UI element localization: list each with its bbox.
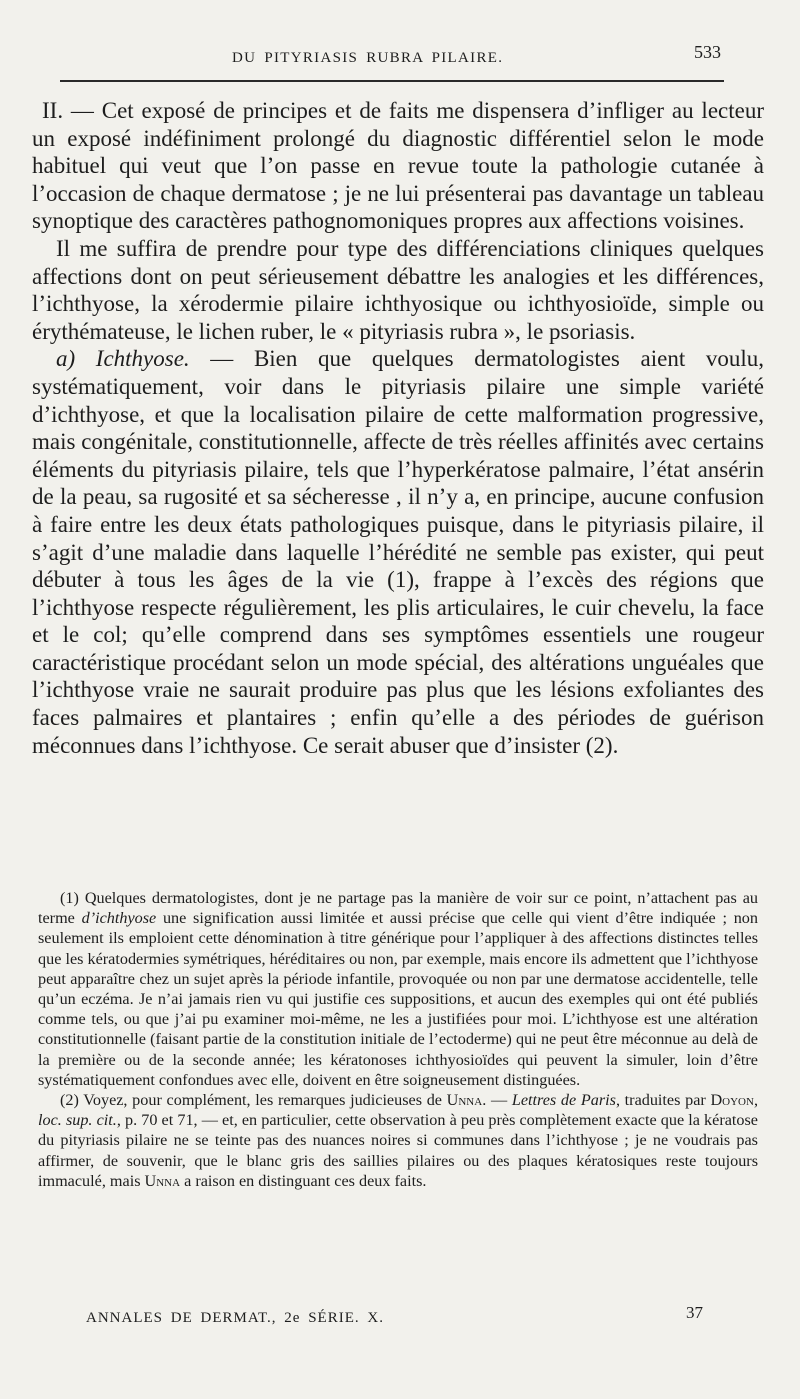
footnote-2-text-e: , p. 70 et 71, — et, en particulier, cette observation à peu près complètement exacte que la kératose du pityriasis pilaire ne se teinte pas des nuances noires si communes dans l’ichthyose ; je ne voudrais pas affirmer, de souvenir, que le blanc gris des saillies pilaires ou des plaques kératosiques reste toujours immaculé, mais [38,1111,758,1190]
section-label: a) Ichthyose. [56,346,190,372]
paragraph-3 [32,345,764,759]
author-name-unna: Unna [446,1091,483,1110]
main-text [32,97,764,759]
footnote-1-text-b: une signification aussi limitée et aussi précise que celle qui vient d’être indiquée ; non seulement ils emploient cette dénomination à titre générique pour l’appliquer à des affections distinctes telles que les kératodermies symétriques, héréditaires ou non, par exemple, mais encore ils admettent que l’ichthyose peut apparaître chez un sujet après la période infantile, provoquée ou non par une dermatose accidentelle, telle qu’un eczéma. Je n’ai jamais rien vu qui justifie ces suppositions, et aucun des exemples qui ont été publiés comme tels, ou que j’ai pu examiner moi-même, ne les a justifiées pour moi. L’ichthyose est une altération constitutionnelle (faisant partie de la constitution initiale de l’ectoderme) qui ne peut être méconnue au delà de la première ou de la seconde année; les kératonoses ichthyosioïdes qui peuvent la simuler, loin d’être systématiquement confondues avec elle, doivent en être soigneusement distinguées. [38,909,758,1089]
footnote-2-text-d: , [753,1091,758,1110]
translator-name-doyon: Doyon [710,1091,754,1110]
footnote-1-term: d’ichthyose [81,909,157,928]
footnote-2 [38,1090,758,1191]
footnote-2-text-f: a raison en distinguant ces deux faits. [180,1171,427,1190]
footnote-2-text-c: , traduites par [615,1091,711,1110]
paragraph-2: Il me suffira de prendre pour type des différenciations cliniques quelques affections dont on peut sérieusement débattre les analogies et les différences, l’ichthyose, la xérodermie pilaire ichthyosique ou ichthyosioïde, simple ou érythémateuse, le lichen ruber, le « pityriasis rubra », le psoriasis. [32,235,764,344]
footnotes [38,888,758,1191]
page-number: 533 [694,42,721,62]
journal-footer: ANNALES DE DERMAT., 2e SÉRIE. X. [86,1310,384,1326]
footnote-2-text-a: (2) Voyez, pour complément, les remarques judicieuses de [60,1091,447,1110]
footnote-1 [38,888,758,1090]
paragraph-1: II. — Cet exposé de principes et de faits me dispensera d’infliger au lecteur un exposé indéfiniment prolongé du diagnostic différentiel selon le mode habituel qui veut que l’on passe en revue toute la pathologie cutanée à l’occasion de chaque dermatose ; je ne lui présenterai pas davantage un tableau synoptique des caractères pathognomoniques propres aux affections voisines. [32,98,764,234]
running-title: DU PITYRIASIS RUBRA PILAIRE. [232,50,504,66]
footnote-1-text-a: (1) Quelques dermatologistes, dont je ne partage pas la manière de voir sur ce point, n’attachent pas au terme [38,889,758,928]
header-rule [60,80,724,82]
cited-reference: loc. sup. cit. [38,1111,117,1130]
author-name-unna-2: Unna [144,1171,181,1190]
footnote-2-text-b: . — [482,1091,512,1110]
paragraph-3-text: — Bien que quelques dermatologistes aient voulu, systématiquement, voir dans le pityriasis pilaire une simple variété d’ichthyose, et que la localisation pilaire de cette malformation progressive, mais congénitale, constitutionnelle, affecte de très réelles affinités avec certains éléments du pityriasis pilaire, tels que l’hyperkératose palmaire, l’état ansérin de la peau, sa rugosité et sa sécheresse , il n’y a, en principe, aucune confusion à faire entre les deux états pathologiques puisque, dans le pityriasis pilaire, il s’agit d’une maladie dans laquelle l’hérédité ne semble pas exister, qui peut débuter à tous les âges de la vie (1), frappe à l’excès des régions que l’ichthyose respecte régulièrement, les plis articulaires, le cuir chevelu, la face et le col; qu’elle comprend dans ses symptômes essentiels une rougeur caractéristique procédant selon un mode spécial, des altérations unguéales que l’ichthyose vraie ne saurait produire pas plus que les lésions exfoliantes des faces palmaires et plantaires ; enfin qu’elle a des périodes de guérison méconnues dans l’ichthyose. Ce serait abuser que d’insister (2). [32,346,764,758]
cited-title: Lettres de Paris [511,1091,616,1110]
signature-mark: 37 [686,1303,703,1322]
